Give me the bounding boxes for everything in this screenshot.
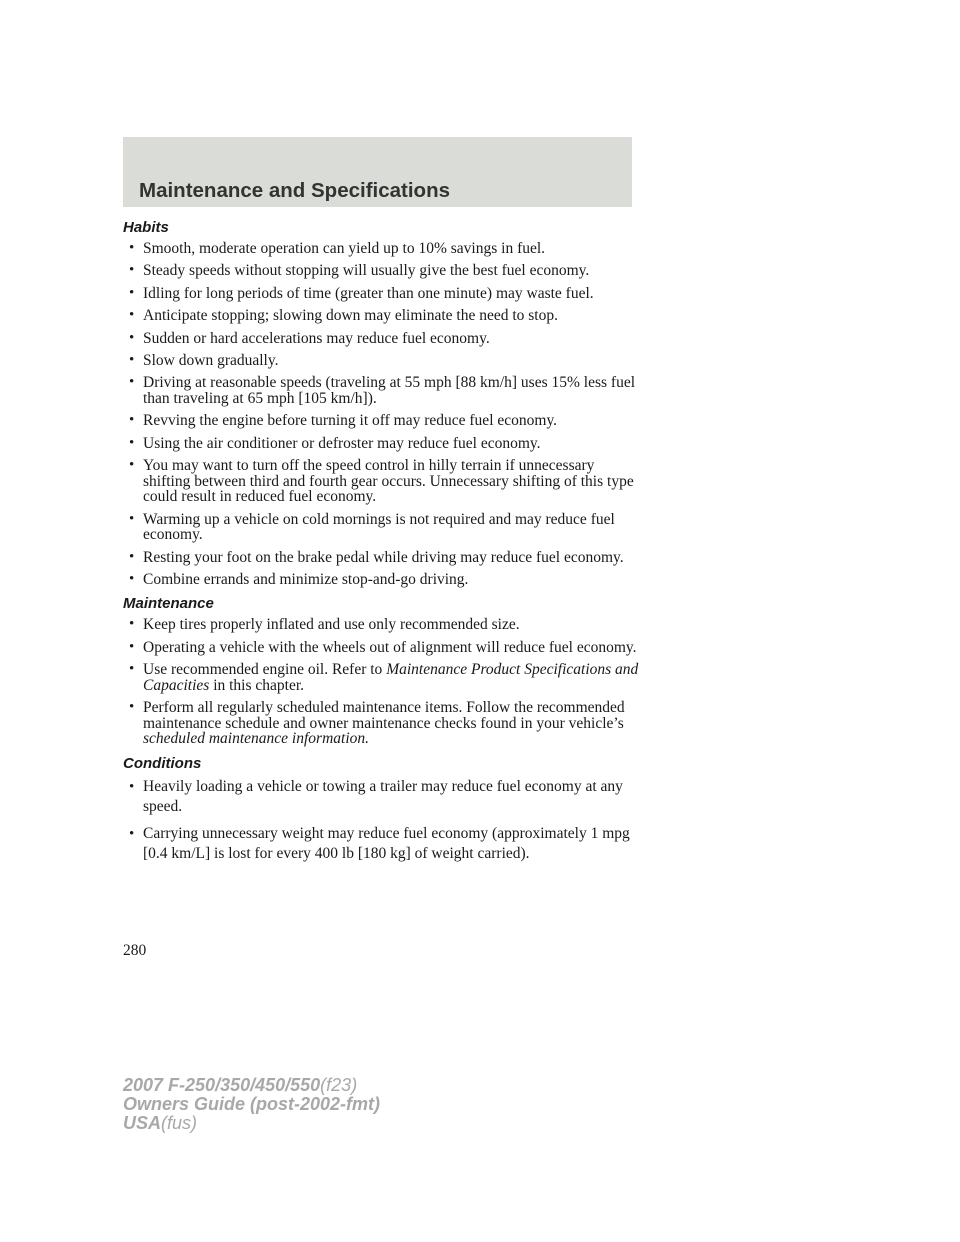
footer-market: USA [123, 1113, 162, 1133]
section-heading-maintenance: Maintenance [123, 595, 214, 613]
list-item: • Slow down gradually. [123, 353, 643, 369]
list-item: • Operating a vehicle with the wheels out of alignment will reduce fuel economy. [123, 640, 643, 656]
list-item: • Heavily loading a vehicle or towing a trailer may reduce fuel economy at any speed. [123, 777, 643, 817]
list-item: • Keep tires properly inflated and use only recommended size. [123, 617, 643, 633]
section-heading-conditions: Conditions [123, 754, 202, 772]
section-heading-habits: Habits [123, 219, 169, 236]
list-item-text: Use recommended engine oil. Refer to [143, 661, 387, 679]
chapter-title: Maintenance and Specifications [139, 179, 450, 202]
chapter-header-band [123, 137, 632, 207]
list-item-text: in this chapter. [209, 676, 305, 694]
list-item: • Combine errands and minimize stop-and-go driving. [123, 572, 643, 588]
list-item: • Resting your foot on the brake pedal while driving may reduce fuel economy. [123, 550, 643, 566]
page-number: 280 [123, 942, 147, 959]
footer-model-code: (f23) [320, 1075, 358, 1095]
habits-list [123, 241, 643, 588]
list-item [123, 662, 643, 693]
footer-model: 2007 F-250/350/450/550 [123, 1075, 321, 1095]
list-item: • Anticipate stopping; slowing down may eliminate the need to stop. [123, 308, 643, 324]
footer-line-guide [123, 1095, 380, 1114]
footer-guide: Owners Guide (post-2002-fmt) [123, 1094, 381, 1114]
list-item: • Revving the engine before turning it off may reduce fuel economy. [123, 413, 643, 429]
page-content [123, 218, 643, 870]
document-footer [123, 1076, 380, 1133]
list-item: • You may want to turn off the speed control in hilly terrain if unnecessary shifting between third and fourth gear occurs. Unnecessary shifting of this type could result in reduced fuel economy. [123, 458, 643, 505]
list-item: • Driving at reasonable speeds (traveling at 55 mph [88 km/h] uses 15% less fuel than traveling at 65 mph [105 km/h]). [123, 375, 643, 406]
list-item: • Sudden or hard accelerations may reduce fuel economy. [123, 331, 643, 347]
cross-reference: scheduled maintenance information. [143, 730, 369, 748]
list-item: • Warming up a vehicle on cold mornings is not required and may reduce fuel economy. [123, 512, 643, 543]
list-item: • Smooth, moderate operation can yield up to 10% savings in fuel. [123, 241, 643, 257]
maintenance-list [123, 617, 643, 747]
list-item: • Using the air conditioner or defroster may reduce fuel economy. [123, 436, 643, 452]
list-item: • Steady speeds without stopping will usually give the best fuel economy. [123, 263, 643, 279]
footer-line-market [123, 1114, 380, 1133]
list-item-text: Perform all regularly scheduled maintenance items. Follow the recommended maintenance schedule and owner maintenance checks found in your vehicle’s [143, 699, 625, 732]
footer-line-model [123, 1076, 380, 1095]
footer-market-code: (fus) [161, 1113, 198, 1133]
conditions-list [123, 777, 643, 864]
list-item: • Idling for long periods of time (greater than one minute) may waste fuel. [123, 286, 643, 302]
cross-reference: Maintenance Product Specifications and Capacities [143, 661, 639, 694]
list-item [123, 700, 643, 747]
list-item: • Carrying unnecessary weight may reduce fuel economy (approximately 1 mpg [0.4 km/L] is lost for every 400 lb [180 kg] of weight carried). [123, 824, 643, 864]
